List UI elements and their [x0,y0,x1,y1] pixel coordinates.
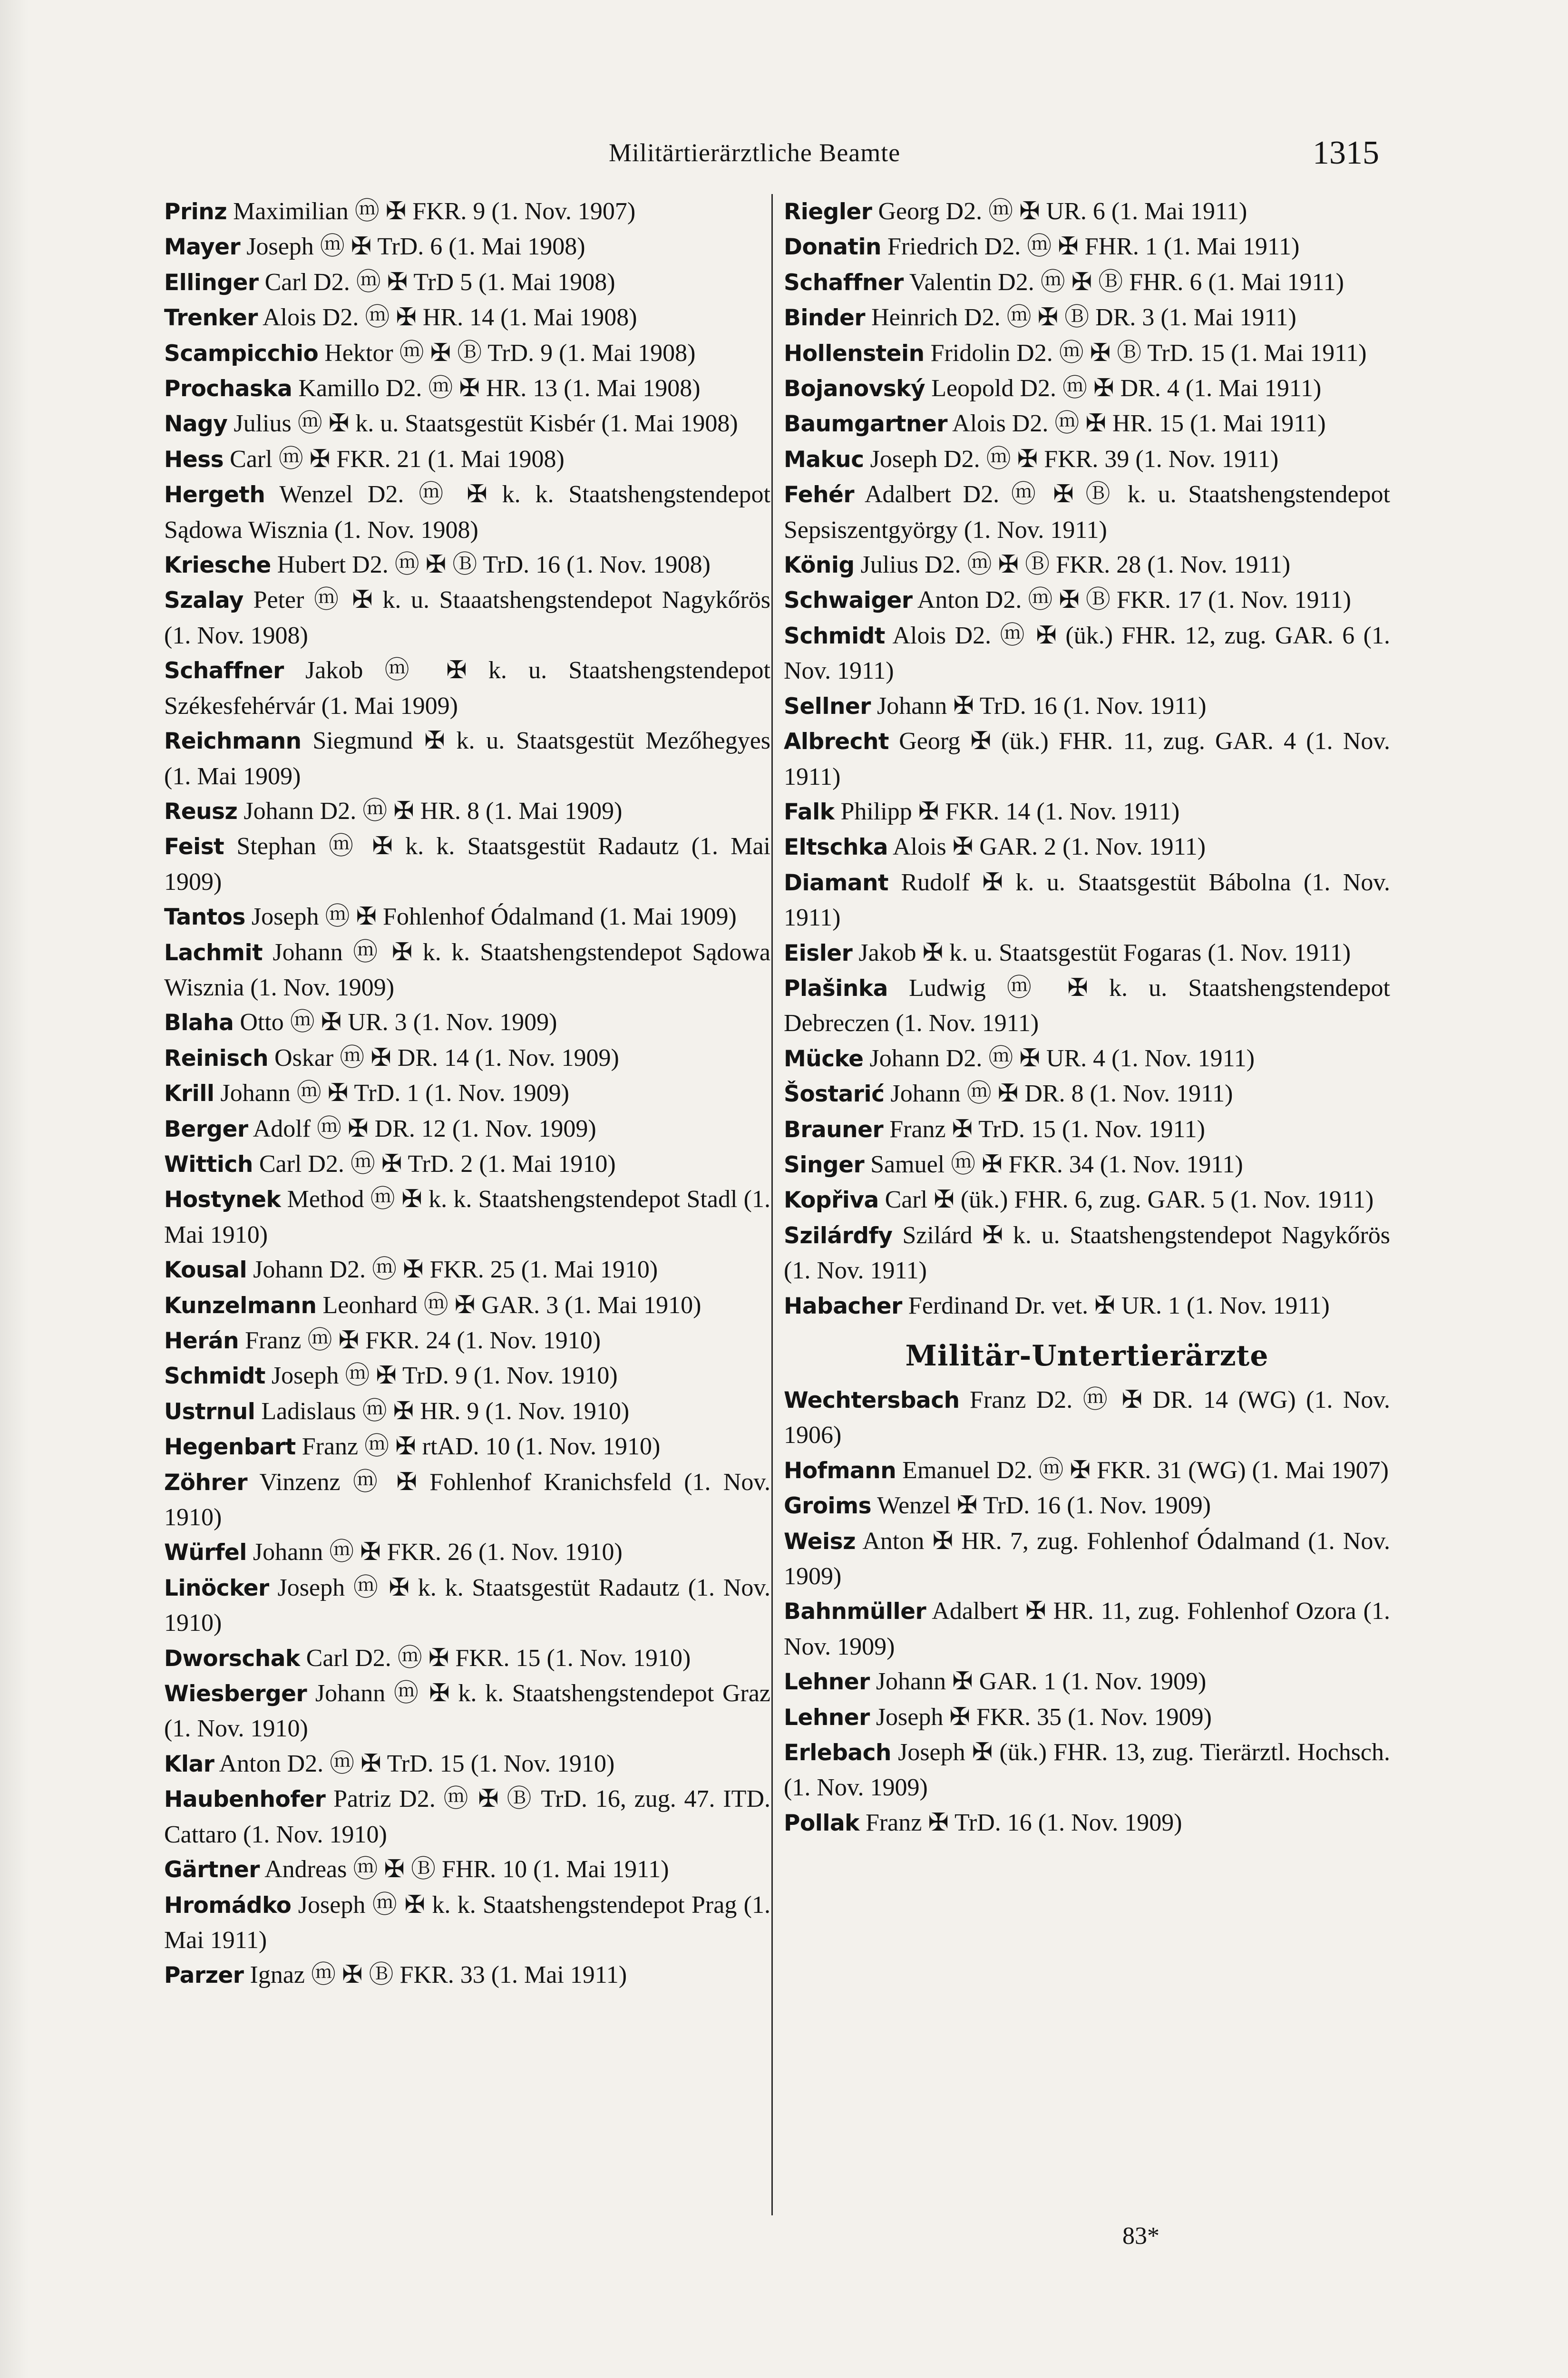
list-item [164,1570,770,1641]
entry-details: Kamillo D2. ⓜ ✠ HR. 13 (1. Mai 1908) [298,375,701,402]
entry-details: Johann ⓜ ✠ DR. 8 (1. Nov. 1911) [890,1080,1233,1108]
entry-details: Johann ⓜ ✠ k. k. Staatshengstendepot Graz (1. Nov. 1910) [164,1680,771,1743]
entry-surname: Hergeth [164,482,265,508]
list-item [164,1147,770,1182]
entry-surname: Zöhrer [164,1469,248,1496]
entry-surname: Diamant [784,869,888,896]
entry-surname: Scampicchio [164,340,319,367]
list-item [164,1182,770,1252]
scan-shadow [0,0,29,2378]
entry-surname: Schaffner [784,269,904,296]
list-item [784,936,1390,971]
entry-surname: Würfel [164,1540,247,1566]
entry-surname: Bahnmüller [784,1598,926,1625]
list-item [164,547,770,583]
entry-surname: Feist [164,834,224,860]
entry-surname: Schwaiger [784,587,913,614]
entry-details: Peter ⓜ ✠ k. u. Staaatshengstendepot Nagykőrös (1. Nov. 1908) [164,586,771,649]
entry-details: Joseph ⓜ ✠ TrD. 9 (1. Nov. 1910) [271,1362,618,1390]
entry-surname: Krill [164,1081,214,1107]
entry-surname: Eltschka [784,834,888,861]
entry-surname: Hromádko [164,1892,292,1919]
entry-surname: Nagy [164,411,228,438]
list-item [164,194,770,229]
entry-surname: Wiesberger [164,1681,307,1707]
list-item [784,406,1390,441]
entry-details: Johann ⓜ ✠ FKR. 26 (1. Nov. 1910) [253,1539,623,1566]
entry-details: Carl ✠ (ük.) FHR. 6, zug. GAR. 5 (1. Nov. 1911) [885,1186,1374,1214]
entry-details: Wenzel D2. ⓜ ✠ k. k. Staatshengstendepot Sądowa Wisznia (1. Nov. 1908) [164,481,771,544]
entry-details: Philipp ✠ FKR. 14 (1. Nov. 1911) [840,798,1180,825]
entry-surname: Wechtersbach [784,1387,960,1413]
list-item [784,1453,1390,1488]
section-heading: Militär-Untertierärzte [905,1339,1269,1373]
entry-surname: Schmidt [784,623,885,649]
list-item [164,229,770,264]
entry-surname: Herán [164,1328,239,1354]
list-item [164,1076,770,1111]
entry-details: Johann D2. ⓜ ✠ FKR. 25 (1. Mai 1910) [253,1256,658,1284]
list-item [164,794,770,829]
entry-details: Franz ✠ TrD. 15 (1. Nov. 1911) [889,1115,1205,1143]
right-column [784,194,1390,1841]
entry-details: Rudolf ✠ k. u. Staatsgestüt Bábolna (1. Nov. 1911) [784,868,1390,932]
entry-details: Fridolin D2. ⓜ ✠ Ⓑ TrD. 15 (1. Mai 1911) [930,339,1367,367]
list-item [784,1594,1390,1664]
entry-surname: König [784,552,855,579]
entry-details: Samuel ⓜ ✠ FKR. 34 (1. Nov. 1911) [870,1150,1243,1178]
list-item [164,265,770,300]
entry-surname: Singer [784,1151,865,1178]
entry-surname: Gärtner [164,1857,260,1883]
list-item [164,1041,770,1076]
entry-details: Wenzel ✠ TrD. 16 (1. Nov. 1909) [877,1492,1211,1520]
list-item [784,1218,1390,1288]
list-item [784,1383,1390,1453]
entry-surname: Erlebach [784,1740,891,1766]
entry-surname: Hofmann [784,1457,896,1484]
entry-details: Anton ✠ HR. 7, zug. Fohlenhof Ódalmand (1. Nov. 1909) [784,1527,1390,1590]
entry-details: Adalbert ✠ HR. 11, zug. Fohlenhof Ozora (1. Nov. 1909) [784,1598,1390,1660]
list-item [164,1288,770,1323]
list-item [784,865,1390,936]
entry-surname: Lachmit [164,939,263,966]
entry-details: Hubert D2. ⓜ ✠ Ⓑ TrD. 16 (1. Nov. 1908) [277,551,711,579]
entry-surname: Tantos [164,904,245,931]
list-item [784,300,1390,335]
entry-surname: Bojanovský [784,376,925,402]
entry-details: Siegmund ✠ k. u. Staatsgestüt Mezőhegyes (1. Mai 1909) [164,727,771,790]
page-number: 1315 [1313,135,1379,171]
list-item [164,336,770,371]
entry-details: Anton D2. ⓜ ✠ TrD. 15 (1. Nov. 1910) [219,1750,615,1777]
list-item [784,1288,1390,1324]
entry-surname: Reinisch [164,1045,269,1072]
list-item [784,1700,1390,1735]
list-item [784,971,1390,1041]
entry-surname: Šostarić [784,1081,885,1108]
entry-details: Andreas ⓜ ✠ Ⓑ FHR. 10 (1. Mai 1911) [264,1856,669,1883]
running-title: Militärtierärztliche Beamte [609,138,901,167]
entry-details: Hektor ⓜ ✠ Ⓑ TrD. 9 (1. Mai 1908) [324,339,696,367]
entry-surname: Hegenbart [164,1434,296,1461]
entry-details: Ferdinand Dr. vet. ✠ UR. 1 (1. Nov. 1911) [908,1292,1330,1319]
entry-details: Friedrich D2. ⓜ ✠ FHR. 1 (1. Mai 1911) [887,233,1300,261]
page-header [0,135,1568,181]
entry-surname: Binder [784,305,866,331]
list-item [784,265,1390,300]
left-column [164,194,770,1993]
entry-surname: Klar [164,1751,214,1777]
entry-details: Johann ⓜ ✠ k. k. Staatshengstendepot Sądowa Wisznia (1. Nov. 1909) [164,938,770,1001]
entry-surname: Mücke [784,1045,864,1072]
list-item [784,724,1390,794]
list-item [784,477,1390,547]
entry-surname: Riegler [784,199,872,225]
entry-surname: Mayer [164,234,241,261]
entry-details: Anton D2. ⓜ ✠ Ⓑ FKR. 17 (1. Nov. 1911) [917,586,1351,614]
list-item [164,1465,770,1535]
list-item [164,1782,770,1852]
entry-surname: Fehér [784,482,855,508]
list-item [784,1488,1390,1523]
entry-details: Jakob ✠ k. u. Staatsgestüt Fogaras (1. Nov. 1911) [858,939,1351,966]
entry-details: Franz ⓜ ✠ FKR. 24 (1. Nov. 1910) [245,1327,601,1354]
list-item [784,194,1390,229]
entry-details: Johann ✠ TrD. 16 (1. Nov. 1911) [877,692,1207,720]
list-item [784,1524,1390,1594]
entry-surname: Kopřiva [784,1187,879,1214]
list-item [784,1664,1390,1699]
entry-details: Franz ⓜ ✠ rtAD. 10 (1. Nov. 1910) [302,1433,661,1461]
list-item [164,829,770,899]
entry-details: Joseph ⓜ ✠ TrD. 6 (1. Mai 1908) [246,233,585,261]
entry-details: Julius D2. ⓜ ✠ Ⓑ FKR. 28 (1. Nov. 1911) [860,551,1291,579]
list-item [164,1323,770,1358]
entry-details: Joseph ⓜ ✠ Fohlenhof Ódalmand (1. Mai 1909) [251,903,737,931]
list-item [164,1252,770,1287]
entry-surname: Schaffner [164,658,284,684]
list-item [784,829,1390,865]
entry-details: Leonhard ⓜ ✠ GAR. 3 (1. Mai 1910) [322,1291,701,1319]
list-item [164,1005,770,1040]
list-item [164,406,770,441]
entry-details: Adalbert D2. ⓜ ✠ Ⓑ k. u. Staatshengstendepot Sepsiszentgyörgy (1. Nov. 1911) [784,481,1390,544]
entry-surname: Kousal [164,1257,247,1284]
list-item [164,371,770,406]
entry-details: Johann D2. ⓜ ✠ UR. 4 (1. Nov. 1911) [869,1044,1255,1072]
entry-surname: Brauner [784,1116,884,1143]
entry-surname: Falk [784,799,835,825]
entry-surname: Sellner [784,693,871,720]
list-item [164,653,770,723]
list-item [784,336,1390,371]
entry-details: Johann ⓜ ✠ TrD. 1 (1. Nov. 1909) [220,1080,569,1107]
list-item [784,583,1390,618]
entry-surname: Prinz [164,199,227,225]
list-item [164,477,770,547]
list-item [784,1805,1390,1841]
entry-surname: Eisler [784,940,853,966]
entry-surname: Groims [784,1493,872,1520]
entry-surname: Ustrnul [164,1398,255,1425]
entry-surname: Ellinger [164,269,259,296]
entry-surname: Albrecht [784,729,889,755]
entry-details: Stephan ⓜ ✠ k. k. Staatsgestüt Radautz (1. Mai 1909) [164,833,770,896]
entry-surname: Schmidt [164,1363,265,1390]
entry-details: Alois D2. ⓜ ✠ HR. 15 (1. Mai 1911) [952,410,1326,438]
entry-details: Joseph D2. ⓜ ✠ FKR. 39 (1. Nov. 1911) [870,445,1279,473]
entry-details: Method ⓜ ✠ k. k. Staatshengstendepot Stadl (1. Mai 1910) [164,1186,771,1248]
entry-surname: Pollak [784,1810,859,1836]
list-item [164,1958,770,1993]
entry-surname: Wittich [164,1151,253,1178]
entry-surname: Szalay [164,587,243,614]
entry-surname: Kriesche [164,552,271,579]
entry-surname: Dworschak [164,1645,300,1672]
list-item [784,229,1390,264]
entry-details: Heinrich D2. ⓜ ✠ Ⓑ DR. 3 (1. Mai 1911) [871,304,1296,331]
list-item [784,1112,1390,1147]
entry-details: Szilárd ✠ k. u. Staatshengstendepot Nagykőrös (1. Nov. 1911) [784,1221,1391,1285]
entry-surname: Lehner [784,1669,870,1696]
entry-surname: Reusz [164,798,238,825]
entry-surname: Plašinka [784,975,888,1002]
entry-details: Joseph ✠ (ük.) FHR. 13, zug. Tierärztl. Hochsch. (1. Nov. 1909) [784,1739,1391,1802]
list-item [784,618,1390,689]
list-item [164,899,770,935]
entry-details: Franz D2. ⓜ ✠ DR. 14 (WG) (1. Nov. 1906) [784,1386,1391,1449]
entry-surname: Hostynek [164,1187,281,1213]
list-item [164,1394,770,1429]
list-item [784,547,1390,583]
entry-details: Joseph ✠ FKR. 35 (1. Nov. 1909) [876,1703,1212,1731]
entry-details: Ludwig ⓜ ✠ k. u. Staatshengstendepot Debreczen (1. Nov. 1911) [784,974,1390,1037]
entry-details: Emanuel D2. ⓜ ✠ FKR. 31 (WG) (1. Mai 1907) [902,1456,1389,1484]
entry-surname: Hess [164,446,224,473]
entry-details: Adolf ⓜ ✠ DR. 12 (1. Nov. 1909) [253,1115,596,1142]
list-item [164,442,770,477]
entry-surname: Donatin [784,234,882,261]
entry-details: Ladislaus ⓜ ✠ HR. 9 (1. Nov. 1910) [261,1397,630,1425]
column-divider [771,194,773,2215]
list-item [164,935,770,1005]
list-item [164,1852,770,1887]
entry-surname: Makuc [784,446,864,473]
list-item [784,1735,1390,1805]
entry-details: Franz ✠ TrD. 16 (1. Nov. 1909) [865,1809,1182,1836]
entry-surname: Szilárdfy [784,1222,893,1249]
entry-details: Carl D2. ⓜ ✠ TrD. 2 (1. Mai 1910) [259,1150,616,1178]
list-item [164,1535,770,1570]
entry-surname: Lehner [784,1704,870,1731]
list-item [784,1182,1390,1218]
list-item [164,300,770,335]
entry-details: Julius ⓜ ✠ k. u. Staatsgestüt Kisbér (1. Mai 1908) [234,410,738,438]
entry-details: Johann D2. ⓜ ✠ HR. 8 (1. Mai 1909) [243,797,623,825]
entry-details: Georg ✠ (ük.) FHR. 11, zug. GAR. 4 (1. Nov. 1911) [784,728,1391,790]
entry-details: Alois D2. ⓜ ✠ HR. 14 (1. Mai 1908) [263,304,637,331]
list-item [784,689,1390,724]
entry-details: Leopold D2. ⓜ ✠ DR. 4 (1. Mai 1911) [931,375,1322,402]
entry-details: Carl D2. ⓜ ✠ FKR. 15 (1. Nov. 1910) [306,1644,691,1672]
list-item [164,1746,770,1782]
list-item [164,1111,770,1147]
entry-surname: Parzer [164,1962,244,1989]
entry-details: Carl ⓜ ✠ FKR. 21 (1. Mai 1908) [230,445,565,473]
entry-details: Johann ✠ GAR. 1 (1. Nov. 1909) [876,1668,1207,1696]
entry-details: Alois D2. ⓜ ✠ (ük.) FHR. 12, zug. GAR. 6 (1. Nov. 1911) [784,622,1390,685]
entry-details: Jakob ⓜ ✠ k. u. Staatshengstendepot Székesfehérvár (1. Mai 1909) [164,657,770,720]
list-item [164,1429,770,1464]
entry-surname: Reichmann [164,728,302,755]
entry-details: Joseph ⓜ ✠ k. k. Staatshengstendepot Prag (1. Mai 1911) [164,1891,770,1954]
entry-details: Georg D2. ⓜ ✠ UR. 6 (1. Mai 1911) [878,198,1247,225]
list-item [784,1041,1390,1076]
list-item [164,1888,770,1958]
signature-mark: 83* [1122,2222,1159,2250]
officers-list [784,194,1390,1324]
list-item [164,1676,770,1746]
list-item [784,371,1390,406]
entry-details: Vinzenz ⓜ ✠ Fohlenhof Kranichsfeld (1. Nov. 1910) [164,1468,770,1531]
entry-details: Maximilian ⓜ ✠ FKR. 9 (1. Nov. 1907) [233,198,636,225]
entry-details: Oskar ⓜ ✠ DR. 14 (1. Nov. 1909) [274,1044,619,1072]
entry-surname: Trenker [164,305,258,331]
list-item [784,1076,1390,1111]
entry-surname: Berger [164,1116,248,1142]
list-item [164,723,770,794]
entry-surname: Blaha [164,1010,234,1036]
entry-details: Patriz D2. ⓜ ✠ Ⓑ TrD. 16, zug. 47. ITD. Cattaro (1. Nov. 1910) [164,1785,770,1848]
entry-surname: Kunzelmann [164,1292,317,1319]
entry-surname: Habacher [784,1293,902,1319]
entry-surname: Hollenstein [784,340,925,367]
entry-surname: Linöcker [164,1575,269,1601]
entry-surname: Prochaska [164,376,292,402]
entry-surname: Baumgartner [784,411,947,438]
entry-details: Ignaz ⓜ ✠ Ⓑ FKR. 33 (1. Mai 1911) [250,1961,627,1989]
list-item [164,1358,770,1394]
entry-details: Carl D2. ⓜ ✠ TrD 5 (1. Mai 1908) [264,268,615,296]
list-item [164,1641,770,1676]
entry-surname: Haubenhofer [164,1786,326,1813]
list-item [784,442,1390,477]
list-item [784,1147,1390,1182]
entry-details: Joseph ⓜ ✠ k. k. Staatsgestüt Radautz (1. Nov. 1910) [164,1574,770,1637]
entry-details: Valentin D2. ⓜ ✠ Ⓑ FHR. 6 (1. Mai 1911) [909,268,1344,296]
sub-officers-list [784,1383,1390,1841]
list-item [164,583,770,653]
entry-details: Otto ⓜ ✠ UR. 3 (1. Nov. 1909) [240,1009,557,1036]
list-item [784,794,1390,829]
entry-surname: Weisz [784,1528,856,1555]
entry-details: Alois ✠ GAR. 2 (1. Nov. 1911) [893,833,1206,861]
